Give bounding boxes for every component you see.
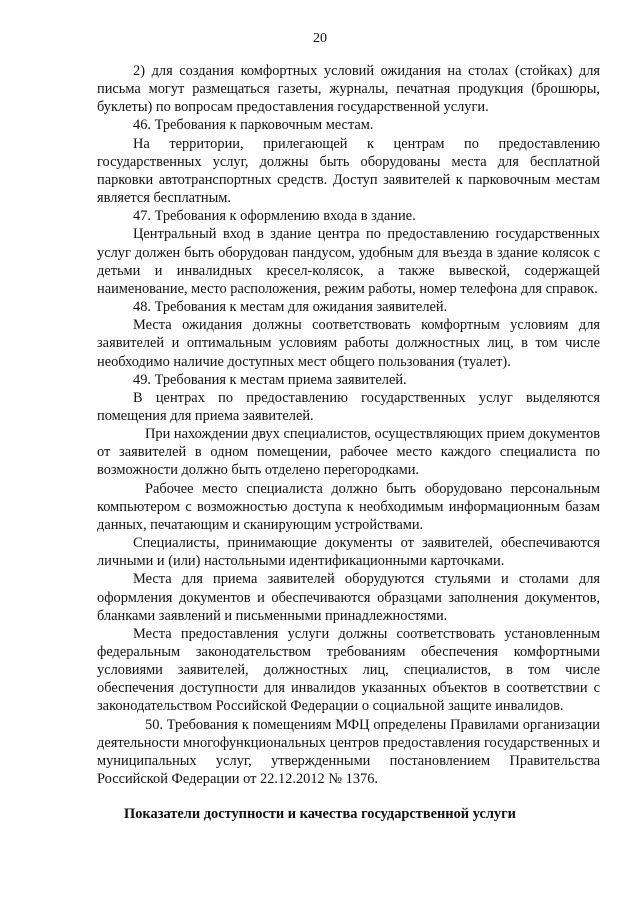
paragraph: 2) для создания комфортных условий ожидания на столах (стойках) для письма могут размещаться газеты, журналы, печатная продукция (брошюры, буклеты) по вопросам предоставления государственной услуги.: [97, 63, 600, 116]
paragraph: Специалисты, принимающие документы от заявителей, обеспечиваются личными и (или) настольными идентификационными карточками.: [97, 535, 600, 570]
paragraph: Места ожидания должны соответствовать комфортным условиям для заявителей и оптимальным условиям работы должностных лиц, в том числе необходимо наличие доступных мест общего пользования (туалет).: [97, 317, 600, 370]
paragraph: 50. Требования к помещениям МФЦ определены Правилами организации деятельности многофункциональных центров предоставления государственных и муниципальных услуг, утвержденными постановлением Правительства Российской Федерации от 22.12.2012 № 1376.: [97, 716, 600, 788]
page-number: 20: [313, 31, 327, 46]
paragraph: При нахождении двух специалистов, осуществляющих прием документов от заявителей в одном помещении, рабочее место каждого специалиста по возможности должно быть отделено перегородками.: [97, 426, 600, 479]
paragraph: 47. Требования к оформлению входа в здание.: [133, 208, 416, 225]
paragraph: Места предоставления услуги должны соответствовать установленным федеральным законодательством требованиям обеспечения комфортными условиями заявителей, должностных лиц, специалистов, в том числе обеспечения доступности для инвалидов указанных объектов в соответствии с законодательством Российской Федерации о социальной защите инвалидов.: [97, 625, 600, 715]
section-heading: Показатели доступности и качества государственной услуги: [124, 806, 516, 822]
paragraph: Места для приема заявителей оборудуются стульями и столами для оформления документов и обеспечиваются образцами заполнения документов, бланками заявлений и письменными принадлежностями.: [97, 571, 600, 624]
paragraph: На территории, прилегающей к центрам по предоставлению государственных услуг, должны быть оборудованы места для бесплатной парковки автотранспортных средств. Доступ заявителей к парковочным местам является бесплатным.: [97, 135, 600, 207]
paragraph: 48. Требования к местам для ожидания заявителей.: [133, 299, 448, 316]
paragraph: Рабочее место специалиста должно быть оборудовано персональным компьютером с возможностью доступа к необходимым информационным базам данных, печатающим и сканирующим устройствами.: [97, 480, 600, 533]
paragraph: 46. Требования к парковочным местам.: [133, 117, 374, 134]
paragraph: Центральный вход в здание центра по предоставлению государственных услуг должен быть оборудован пандусом, удобным для въезда в здание колясок с детьми и инвалидных кресел-колясок, а также вывеской, содержащей наименование, место расположения, режим работы, номер телефона для справок.: [97, 226, 600, 297]
document-body: [97, 62, 600, 788]
paragraph: В центрах по предоставлению государственных услуг выделяются помещения для приема заявителей.: [97, 389, 600, 424]
paragraph: 49. Требования к местам приема заявителей.: [133, 371, 407, 388]
